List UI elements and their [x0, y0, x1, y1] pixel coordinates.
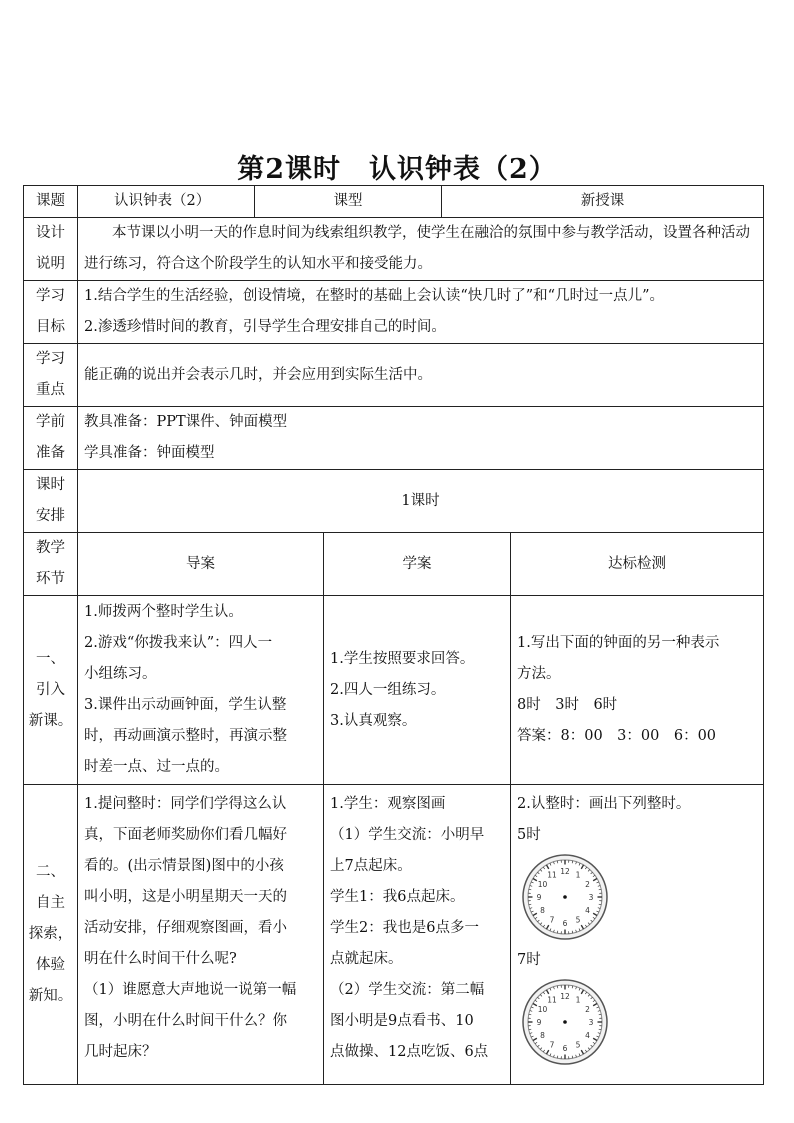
clock-numeral: 10: [537, 1005, 548, 1014]
stage2-guide: 1.提问整时：同学们学得这么认 真，下面老师奖励你们看几幅好 看的。(出示情景图)图中的小孩 叫小明，这是小明星期天一天的 活动安排，仔细观察图画，看小 明在什么时间干什么呢? （1）谁愿意大声地说一说第一幅 图，小明在什么时间干什么？你 几时起床？: [78, 785, 324, 1085]
clock-numeral: 2: [585, 880, 590, 889]
clock-numeral: 3: [588, 1018, 594, 1027]
goals-list: [78, 281, 764, 344]
document-title: [0, 147, 794, 186]
topic-row: [24, 186, 764, 218]
steps-label: 教学 环节: [24, 533, 78, 596]
type-value: 新授课: [442, 186, 764, 218]
prep-row: [24, 407, 764, 470]
stage2-check: [511, 785, 764, 1085]
clock-numeral: 8: [540, 1031, 545, 1040]
check-instruction: 2.认整时：画出下列整时。: [517, 796, 691, 812]
stage2-label: 二、 自主 探索， 体验 新知。: [24, 785, 78, 1085]
clock-numeral: 3: [588, 893, 594, 902]
clock-numeral: 2: [585, 1005, 590, 1014]
focus-row: [24, 344, 764, 407]
clock-numeral: 5: [575, 915, 581, 925]
lesson-name: 认识钟表（2）: [369, 154, 557, 185]
goal-item: 1.结合学生的生活经验，创设情境，在整时的基础上会认读“快几时了”和“几时过一点儿”。: [84, 288, 664, 304]
learn-column-header: 学案: [324, 533, 511, 596]
clock-numeral: 1: [575, 995, 581, 1005]
clock-numeral: 11: [547, 870, 557, 880]
stage2-learn: 1.学生：观察图画 （1）学生交流：小明早 上7点起床。 学生1：我6点起床。 学生2：我也是6点多一 点就起床。 （2）学生交流：第二幅 图小明是9点看书、10 点做操、12点吃饭、6点: [324, 785, 511, 1085]
clock-numeral: 4: [585, 1031, 590, 1040]
schedule-value: 1课时: [78, 470, 764, 533]
stage1-guide: 1.师拨两个整时学生认。 2.游戏“你拨我来认”：四人一 小组练习。 3.课件出示动画钟面，学生认整 时，再动画演示整时，再演示整 时差一点、过一点的。: [78, 596, 324, 785]
goals-label: 学习 目标: [24, 281, 78, 344]
clock-numeral: 8: [540, 906, 545, 915]
focus-label: 学习 重点: [24, 344, 78, 407]
clock-numeral: 7: [549, 915, 555, 925]
prep-label: 学前 准备: [24, 407, 78, 470]
clock-numeral: 4: [585, 906, 590, 915]
design-row: [24, 218, 764, 281]
topic-value: 认识钟表（2）: [78, 186, 255, 218]
clock-numeral: 12: [560, 992, 570, 1001]
clock-numeral: 5: [575, 1040, 581, 1050]
lesson-number: 第2课时: [237, 154, 341, 185]
type-label: 课型: [255, 186, 442, 218]
prep-item: 教具准备：PPT课件、钟面模型: [84, 414, 288, 430]
goals-row: [24, 281, 764, 344]
clock-numeral: 1: [575, 870, 581, 880]
blank-clock-icon: [521, 853, 609, 941]
check-column-header: 达标检测: [511, 533, 764, 596]
clock-numeral: 11: [547, 995, 557, 1005]
clock1-label: 5时: [517, 827, 541, 843]
clock-numeral: 10: [537, 880, 548, 889]
schedule-row: [24, 470, 764, 533]
prep-list: [78, 407, 764, 470]
stage1-row: [24, 596, 764, 785]
clock-numeral: 6: [562, 919, 568, 928]
stage2-row: [24, 785, 764, 1085]
guide-column-header: 导案: [78, 533, 324, 596]
schedule-label: 课时 安排: [24, 470, 78, 533]
clock2-label: 7时: [517, 952, 541, 968]
prep-item: 学具准备：钟面模型: [84, 445, 215, 461]
goal-item: 2.渗透珍惜时间的教育，引导学生合理安排自己的时间。: [84, 319, 446, 335]
design-label: 设计 说明: [24, 218, 78, 281]
stage1-check: 1.写出下面的钟面的另一种表示 方法。 8时 3时 6时 答案：8：00 3：00 6：00: [511, 596, 764, 785]
topic-label: 课题: [24, 186, 78, 218]
clock-numeral: 9: [536, 893, 542, 902]
stage1-learn: 1.学生按照要求回答。 2.四人一组练习。 3.认真观察。: [324, 596, 511, 785]
design-text: 本节课以小明一天的作息时间为线索组织教学，使学生在融洽的氛围中参与教学活动，设置各种活动进行练习，符合这个阶段学生的认知水平和接受能力。: [78, 218, 764, 281]
steps-header-row: [24, 533, 764, 596]
clock-numeral: 12: [560, 867, 570, 876]
lesson-plan-table: [23, 185, 764, 1085]
focus-text: 能正确的说出并会表示几时，并会应用到实际生活中。: [78, 344, 764, 407]
clock-numeral: 9: [536, 1018, 542, 1027]
clock-numeral: 7: [549, 1040, 555, 1050]
stage1-label: 一、 引入 新课。: [24, 596, 78, 785]
blank-clock-icon: [521, 978, 609, 1066]
clock-numeral: 6: [562, 1044, 568, 1053]
